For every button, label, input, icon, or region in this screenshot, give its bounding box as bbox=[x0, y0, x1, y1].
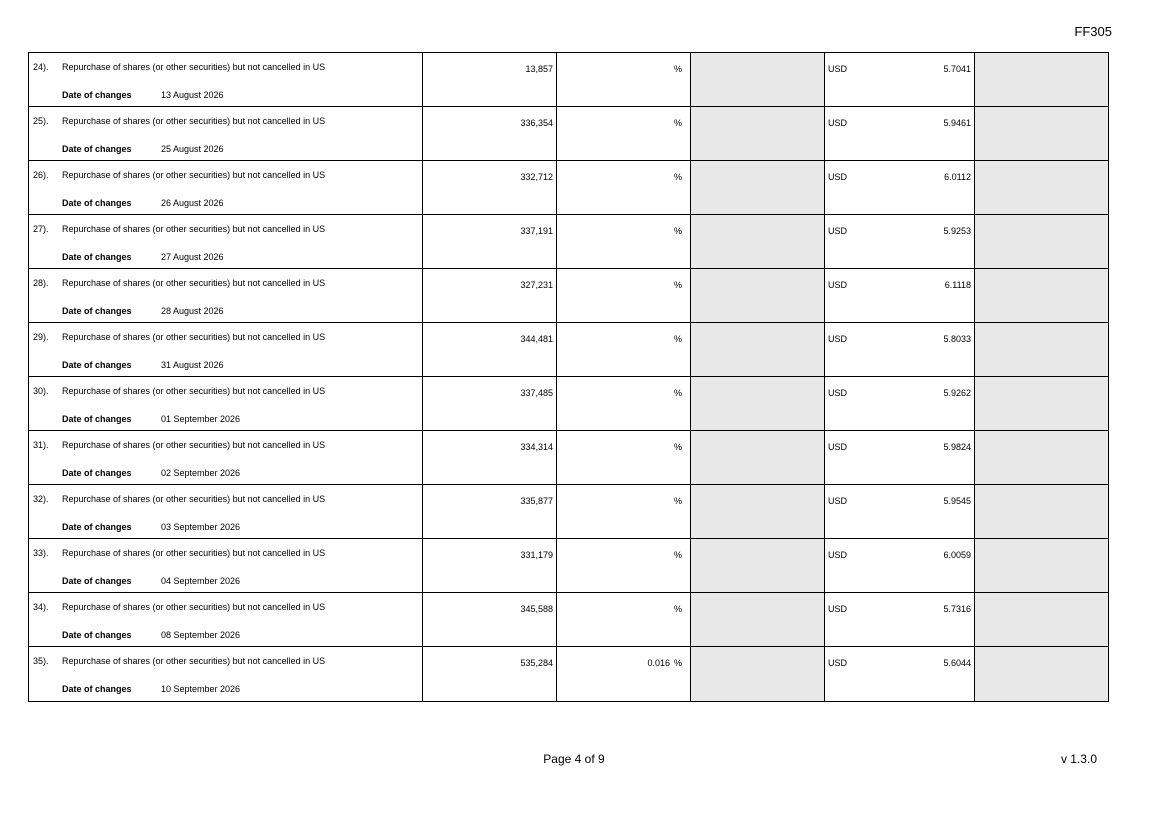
date-of-changes-label: Date of changes bbox=[62, 360, 132, 370]
table-row bbox=[29, 161, 1108, 215]
shares-value: 327,231 bbox=[520, 280, 553, 290]
row-description: Repurchase of shares (or other securities) but not cancelled in US bbox=[62, 386, 326, 396]
currency-value: USD bbox=[828, 496, 848, 506]
price-value: 6.0059 bbox=[943, 550, 971, 560]
price-value: 5.8033 bbox=[943, 334, 971, 344]
percentage-cell bbox=[557, 539, 691, 592]
table-row bbox=[29, 323, 1108, 377]
currency-value: USD bbox=[828, 118, 848, 128]
date-of-changes-value: 08 September 2026 bbox=[161, 630, 241, 640]
repurchase-table bbox=[28, 52, 1109, 702]
date-of-changes-value: 26 August 2026 bbox=[161, 198, 224, 208]
description-cell bbox=[29, 485, 423, 538]
shaded-cell bbox=[975, 269, 1108, 322]
date-of-changes-label: Date of changes bbox=[62, 468, 132, 478]
shaded-cell bbox=[691, 647, 825, 701]
date-of-changes-label: Date of changes bbox=[62, 684, 132, 694]
currency-value: USD bbox=[828, 604, 848, 614]
percent-sign: % bbox=[673, 280, 682, 290]
price-value: 5.6044 bbox=[943, 658, 971, 668]
date-of-changes-label: Date of changes bbox=[62, 198, 132, 208]
percentage-cell bbox=[557, 647, 691, 701]
percent-sign: % bbox=[673, 64, 682, 74]
shares-value: 331,179 bbox=[520, 550, 553, 560]
shaded-cell bbox=[691, 431, 825, 484]
date-of-changes-value: 03 September 2026 bbox=[161, 522, 241, 532]
date-of-changes-value: 10 September 2026 bbox=[161, 684, 241, 694]
shares-value: 337,191 bbox=[520, 226, 553, 236]
row-description: Repurchase of shares (or other securities) but not cancelled in US bbox=[62, 656, 326, 666]
row-description: Repurchase of shares (or other securities) but not cancelled in US bbox=[62, 62, 326, 72]
price-cell bbox=[825, 377, 975, 430]
table-row bbox=[29, 269, 1108, 323]
table-row bbox=[29, 485, 1108, 539]
row-number: 31). bbox=[33, 440, 49, 450]
table-row bbox=[29, 215, 1108, 269]
description-cell bbox=[29, 539, 423, 592]
shares-cell bbox=[423, 431, 557, 484]
price-value: 5.9824 bbox=[943, 442, 971, 452]
percentage-cell bbox=[557, 431, 691, 484]
percent-sign: % bbox=[673, 388, 682, 398]
table-row bbox=[29, 107, 1108, 161]
date-of-changes-value: 27 August 2026 bbox=[161, 252, 224, 262]
shaded-cell bbox=[975, 431, 1108, 484]
shares-value: 334,314 bbox=[520, 442, 553, 452]
shaded-cell bbox=[975, 53, 1108, 106]
table-row bbox=[29, 377, 1108, 431]
currency-value: USD bbox=[828, 550, 848, 560]
price-cell bbox=[825, 107, 975, 160]
date-of-changes-label: Date of changes bbox=[62, 252, 132, 262]
table-row bbox=[29, 539, 1108, 593]
shares-cell bbox=[423, 377, 557, 430]
currency-value: USD bbox=[828, 388, 848, 398]
price-cell bbox=[825, 269, 975, 322]
shaded-cell bbox=[691, 485, 825, 538]
version-label: v 1.3.0 bbox=[1060, 752, 1097, 766]
row-number: 25). bbox=[33, 116, 49, 126]
price-cell bbox=[825, 539, 975, 592]
date-of-changes-value: 28 August 2026 bbox=[161, 306, 224, 316]
percent-sign: % bbox=[673, 172, 682, 182]
form-code: FF305 bbox=[1074, 24, 1112, 39]
percentage-cell bbox=[557, 377, 691, 430]
shares-cell bbox=[423, 647, 557, 701]
percentage-cell bbox=[557, 53, 691, 106]
percent-sign: % bbox=[673, 334, 682, 344]
currency-value: USD bbox=[828, 280, 848, 290]
description-cell bbox=[29, 431, 423, 484]
table-row bbox=[29, 431, 1108, 485]
price-value: 5.7041 bbox=[943, 64, 971, 74]
row-number: 28). bbox=[33, 278, 49, 288]
description-cell bbox=[29, 593, 423, 646]
price-cell bbox=[825, 485, 975, 538]
row-number: 34). bbox=[33, 602, 49, 612]
row-number: 35). bbox=[33, 656, 49, 666]
percentage-cell bbox=[557, 323, 691, 376]
shaded-cell bbox=[975, 161, 1108, 214]
row-number: 24). bbox=[33, 62, 49, 72]
currency-value: USD bbox=[828, 442, 848, 452]
shares-cell bbox=[423, 485, 557, 538]
row-number: 27). bbox=[33, 224, 49, 234]
shares-cell bbox=[423, 539, 557, 592]
price-cell bbox=[825, 323, 975, 376]
percentage-cell bbox=[557, 269, 691, 322]
price-value: 5.9545 bbox=[943, 496, 971, 506]
shaded-cell bbox=[975, 485, 1108, 538]
shares-value: 337,485 bbox=[520, 388, 553, 398]
percent-sign: % bbox=[673, 550, 682, 560]
date-of-changes-value: 13 August 2026 bbox=[161, 90, 224, 100]
date-of-changes-value: 01 September 2026 bbox=[161, 414, 241, 424]
row-number: 30). bbox=[33, 386, 49, 396]
date-of-changes-value: 02 September 2026 bbox=[161, 468, 241, 478]
percent-sign: % bbox=[673, 496, 682, 506]
shares-value: 13,857 bbox=[525, 64, 553, 74]
price-cell bbox=[825, 53, 975, 106]
currency-value: USD bbox=[828, 64, 848, 74]
shares-cell bbox=[423, 107, 557, 160]
row-description: Repurchase of shares (or other securities) but not cancelled in US bbox=[62, 116, 326, 126]
row-description: Repurchase of shares (or other securities) but not cancelled in US bbox=[62, 602, 326, 612]
percent-sign: % bbox=[673, 442, 682, 452]
shares-value: 344,481 bbox=[520, 334, 553, 344]
shares-value: 345,588 bbox=[520, 604, 553, 614]
shares-cell bbox=[423, 53, 557, 106]
shaded-cell bbox=[691, 107, 825, 160]
date-of-changes-label: Date of changes bbox=[62, 630, 132, 640]
shaded-cell bbox=[975, 539, 1108, 592]
shares-cell bbox=[423, 323, 557, 376]
shares-cell bbox=[423, 269, 557, 322]
price-cell bbox=[825, 161, 975, 214]
currency-value: USD bbox=[828, 226, 848, 236]
shaded-cell bbox=[691, 377, 825, 430]
description-cell bbox=[29, 53, 423, 106]
row-description: Repurchase of shares (or other securities) but not cancelled in US bbox=[62, 170, 326, 180]
shaded-cell bbox=[691, 215, 825, 268]
price-value: 5.9262 bbox=[943, 388, 971, 398]
percentage-cell bbox=[557, 107, 691, 160]
row-description: Repurchase of shares (or other securities) but not cancelled in US bbox=[62, 224, 326, 234]
date-of-changes-label: Date of changes bbox=[62, 522, 132, 532]
date-of-changes-value: 25 August 2026 bbox=[161, 144, 224, 154]
price-value: 5.9253 bbox=[943, 226, 971, 236]
table-row bbox=[29, 53, 1108, 107]
shaded-cell bbox=[975, 107, 1108, 160]
shaded-cell bbox=[975, 593, 1108, 646]
price-cell bbox=[825, 647, 975, 701]
table-row bbox=[29, 593, 1108, 647]
percentage-cell bbox=[557, 161, 691, 214]
currency-value: USD bbox=[828, 658, 848, 668]
shares-cell bbox=[423, 215, 557, 268]
percentage-cell bbox=[557, 593, 691, 646]
row-number: 29). bbox=[33, 332, 49, 342]
date-of-changes-value: 31 August 2026 bbox=[161, 360, 224, 370]
price-cell bbox=[825, 431, 975, 484]
shaded-cell bbox=[975, 215, 1108, 268]
percent-sign: % bbox=[673, 658, 682, 668]
percent-sign: % bbox=[673, 226, 682, 236]
date-of-changes-label: Date of changes bbox=[62, 306, 132, 316]
shaded-cell bbox=[691, 269, 825, 322]
row-number: 26). bbox=[33, 170, 49, 180]
price-value: 5.7316 bbox=[943, 604, 971, 614]
description-cell bbox=[29, 215, 423, 268]
table-row bbox=[29, 647, 1108, 701]
shaded-cell bbox=[691, 161, 825, 214]
page-number: Page 4 of 9 bbox=[543, 752, 605, 766]
shares-cell bbox=[423, 161, 557, 214]
shaded-cell bbox=[691, 323, 825, 376]
description-cell bbox=[29, 269, 423, 322]
row-description: Repurchase of shares (or other securities) but not cancelled in US bbox=[62, 494, 326, 504]
price-value: 5.9461 bbox=[943, 118, 971, 128]
currency-value: USD bbox=[828, 172, 848, 182]
row-description: Repurchase of shares (or other securities) but not cancelled in US bbox=[62, 332, 326, 342]
shares-value: 332,712 bbox=[520, 172, 553, 182]
row-description: Repurchase of shares (or other securities) but not cancelled in US bbox=[62, 440, 326, 450]
date-of-changes-label: Date of changes bbox=[62, 414, 132, 424]
shaded-cell bbox=[691, 53, 825, 106]
date-of-changes-label: Date of changes bbox=[62, 576, 132, 586]
description-cell bbox=[29, 647, 423, 701]
description-cell bbox=[29, 161, 423, 214]
shaded-cell bbox=[975, 323, 1108, 376]
row-number: 33). bbox=[33, 548, 49, 558]
shares-cell bbox=[423, 593, 557, 646]
percent-sign: % bbox=[673, 118, 682, 128]
row-description: Repurchase of shares (or other securities) but not cancelled in US bbox=[62, 278, 326, 288]
shares-value: 335,877 bbox=[520, 496, 553, 506]
description-cell bbox=[29, 323, 423, 376]
shaded-cell bbox=[691, 593, 825, 646]
shares-value: 336,354 bbox=[520, 118, 553, 128]
description-cell bbox=[29, 377, 423, 430]
row-number: 32). bbox=[33, 494, 49, 504]
price-value: 6.0112 bbox=[944, 172, 971, 182]
shaded-cell bbox=[691, 539, 825, 592]
description-cell bbox=[29, 107, 423, 160]
price-value: 6.1118 bbox=[944, 280, 971, 290]
shaded-cell bbox=[975, 377, 1108, 430]
date-of-changes-label: Date of changes bbox=[62, 90, 132, 100]
percentage-cell bbox=[557, 485, 691, 538]
shares-value: 535,284 bbox=[520, 658, 553, 668]
percentage-value: 0.016 bbox=[647, 658, 670, 668]
price-cell bbox=[825, 593, 975, 646]
shaded-cell bbox=[975, 647, 1108, 701]
date-of-changes-value: 04 September 2026 bbox=[161, 576, 241, 586]
date-of-changes-label: Date of changes bbox=[62, 144, 132, 154]
row-description: Repurchase of shares (or other securities) but not cancelled in US bbox=[62, 548, 326, 558]
percent-sign: % bbox=[673, 604, 682, 614]
currency-value: USD bbox=[828, 334, 848, 344]
price-cell bbox=[825, 215, 975, 268]
percentage-cell bbox=[557, 215, 691, 268]
